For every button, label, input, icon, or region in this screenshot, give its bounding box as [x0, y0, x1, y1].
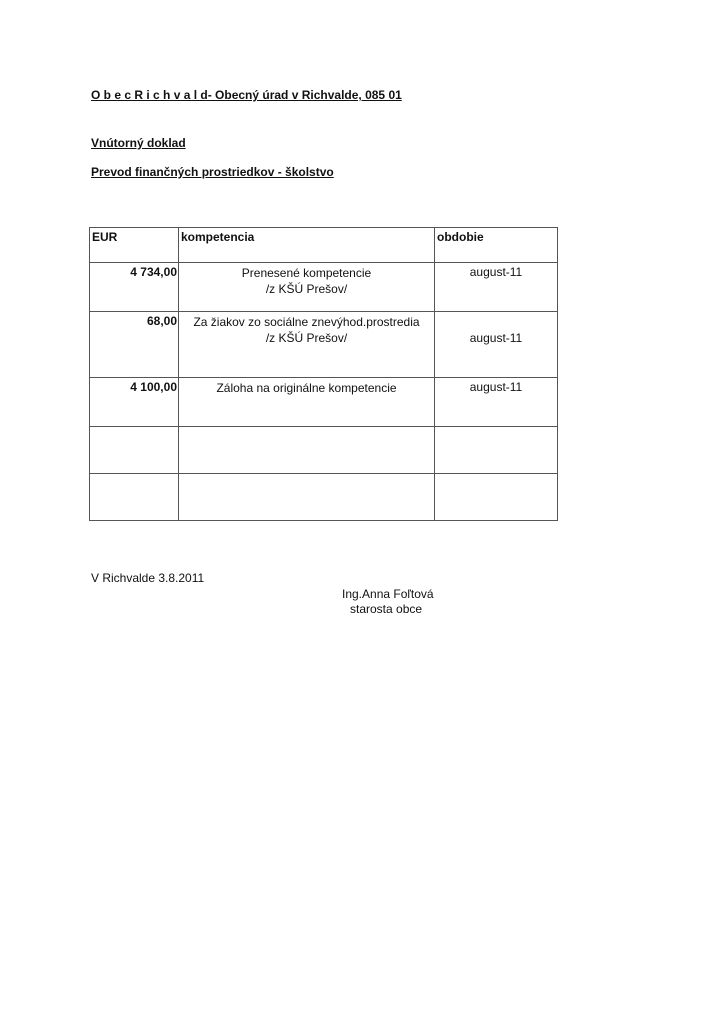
empty-cell [90, 474, 179, 521]
document-subject: Prevod finančných prostriedkov - školstvo [91, 165, 334, 179]
transfers-table [89, 227, 558, 521]
period-cell: august-11 [435, 263, 558, 312]
column-header-kompetencia: kompetencia [179, 228, 435, 263]
period-cell: august-11 [435, 378, 558, 427]
kompetencia-line: Za žiakov zo sociálne znevýhod.prostredia [193, 315, 420, 329]
empty-cell [179, 474, 435, 521]
kompetencia-cell [179, 263, 435, 312]
organization-title: O b e c R i c h v a l d- Obecný úrad v Richvalde, 085 01 [91, 88, 402, 102]
kompetencia-line: Prenesené kompetencie [241, 266, 372, 280]
place-and-date: V Richvalde 3.8.2011 [91, 571, 205, 585]
table-row [90, 263, 558, 312]
document-type: Vnútorný doklad [91, 136, 186, 150]
kompetencia-cell [179, 378, 435, 427]
table-header-row [90, 228, 558, 263]
kompetencia-line: Záloha na originálne kompetencie [216, 381, 397, 395]
amount-cell: 68,00 [90, 312, 179, 378]
empty-cell [90, 427, 179, 474]
empty-cell [435, 474, 558, 521]
empty-cell [179, 427, 435, 474]
table-row [90, 312, 558, 378]
empty-cell [435, 427, 558, 474]
signatory-role: starosta obce [350, 602, 423, 616]
signatory-name: Ing.Anna Foľtová [342, 587, 434, 601]
amount-cell: 4 100,00 [90, 378, 179, 427]
column-header-obdobie: obdobie [435, 228, 558, 263]
amount-cell: 4 734,00 [90, 263, 179, 312]
column-header-eur: EUR [90, 228, 179, 263]
kompetencia-line: /z KŠÚ Prešov/ [265, 331, 348, 345]
table-row [90, 378, 558, 427]
kompetencia-cell [179, 312, 435, 378]
table-row-empty [90, 427, 558, 474]
kompetencia-line: /z KŠÚ Prešov/ [265, 282, 348, 296]
table-row-empty [90, 474, 558, 521]
period-cell: august-11 [435, 312, 558, 378]
